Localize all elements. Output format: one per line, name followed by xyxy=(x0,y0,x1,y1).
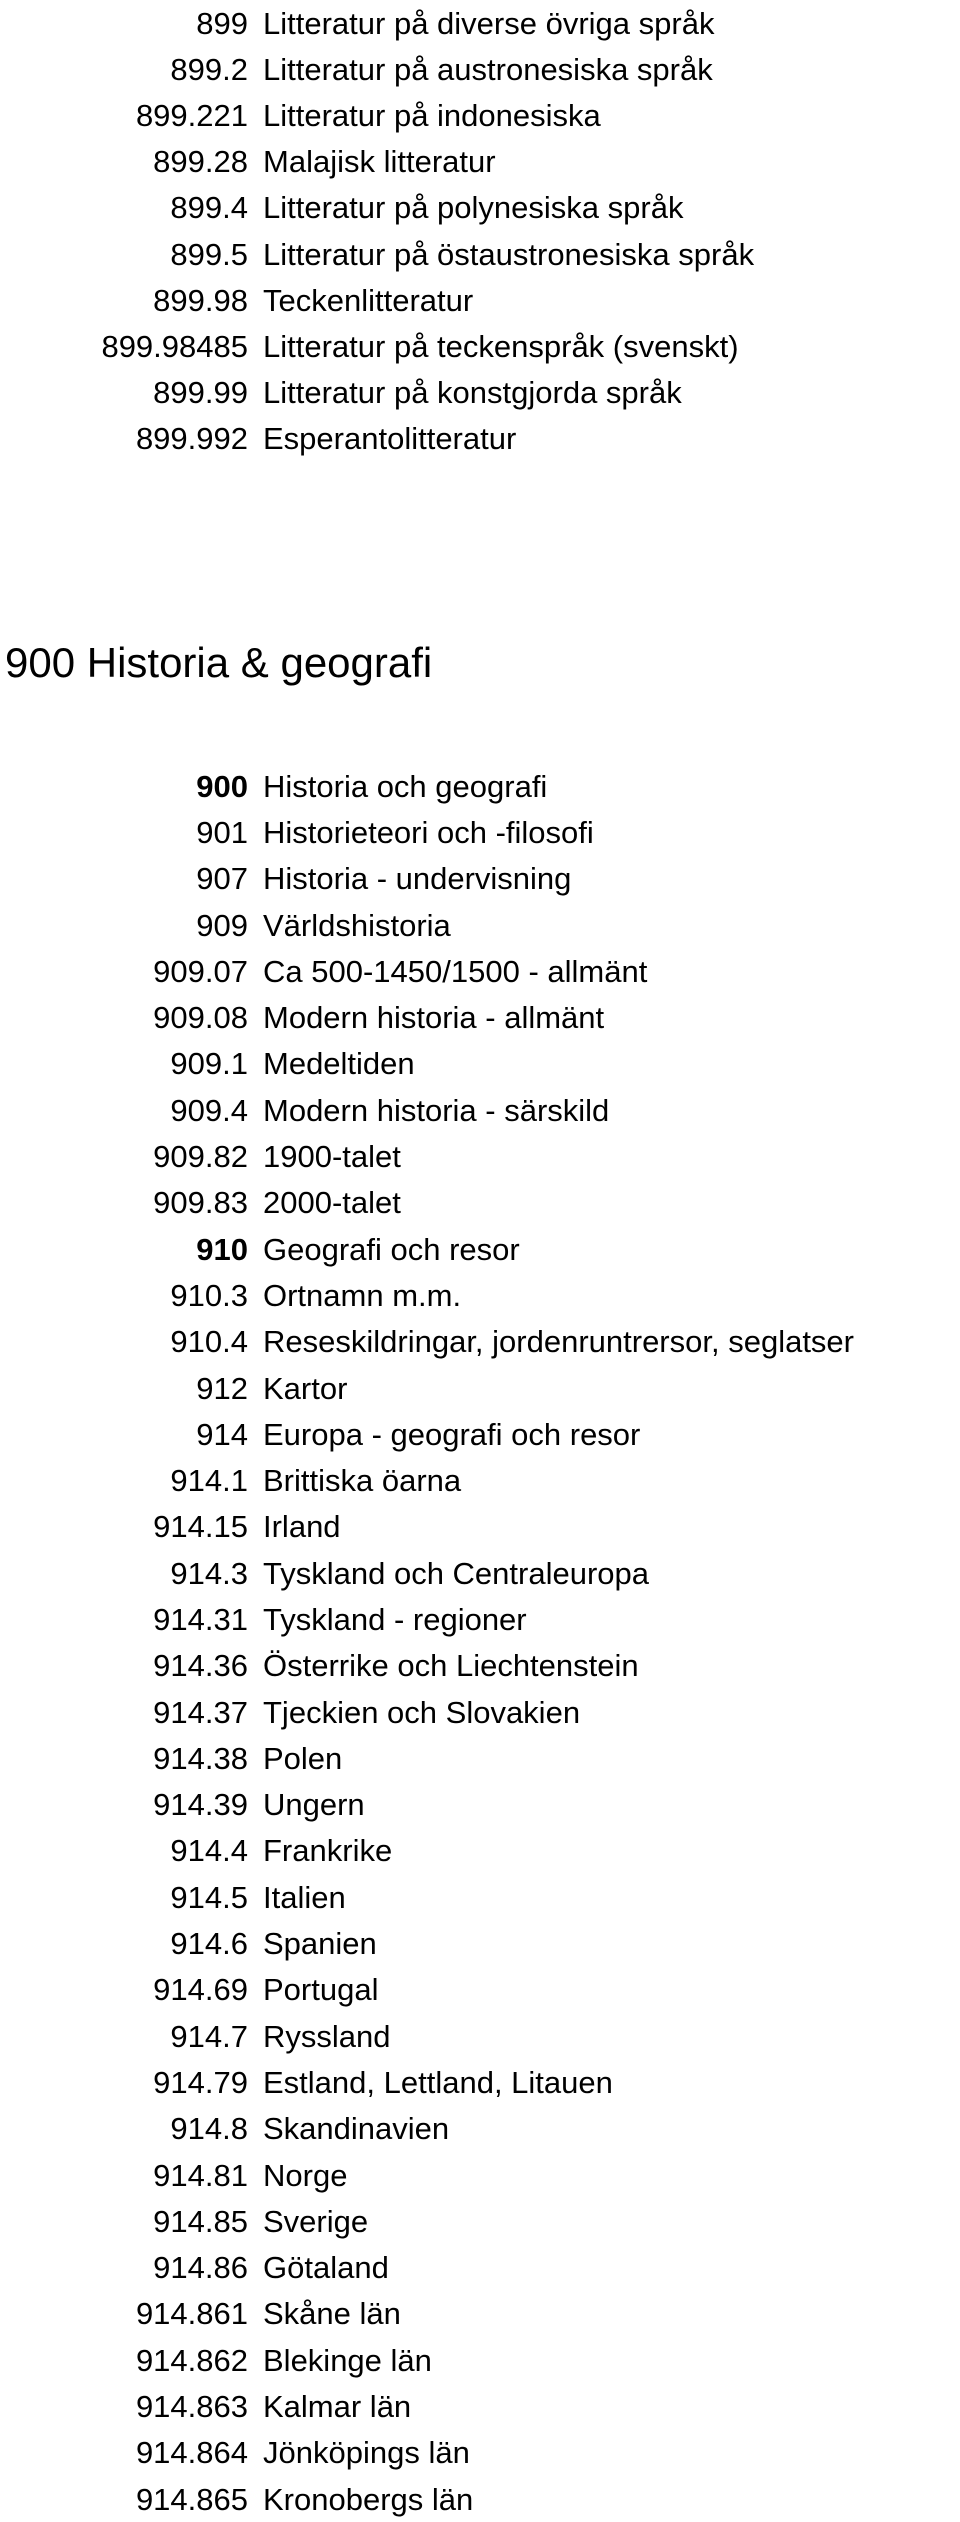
class-code: 914.79 xyxy=(153,2064,248,2100)
class-label: Sverige xyxy=(263,2203,369,2239)
class-label: Italien xyxy=(263,1879,346,1915)
list-item xyxy=(0,1782,960,1828)
class-code: 910.4 xyxy=(170,1324,248,1360)
list-item xyxy=(0,185,960,231)
class-code: 914.862 xyxy=(135,2342,248,2378)
list-item xyxy=(0,809,960,855)
class-code: 914.85 xyxy=(153,2203,248,2239)
class-code: 914.69 xyxy=(153,1972,248,2008)
class-code: 899.98485 xyxy=(101,328,248,364)
class-code: 900 xyxy=(196,768,248,804)
class-label: Portugal xyxy=(263,1972,379,2008)
class-code: 899.28 xyxy=(153,144,248,180)
class-label: Tyskland - regioner xyxy=(263,1601,527,1637)
class-code: 914.863 xyxy=(135,2389,248,2425)
class-code: 914.3 xyxy=(170,1555,248,1591)
list-item xyxy=(0,2245,960,2291)
list-item xyxy=(0,763,960,809)
list-item xyxy=(0,1967,960,2013)
class-label: Teckenlitteratur xyxy=(263,282,474,318)
list-item xyxy=(0,1596,960,1642)
class-label: Tjeckien och Slovakien xyxy=(263,1694,581,1730)
list-item xyxy=(0,0,960,46)
class-label: Kronobergs län xyxy=(263,2481,474,2517)
class-label: Frankrike xyxy=(263,1833,393,1869)
class-code: 912 xyxy=(196,1370,248,1406)
class-code: 914.1 xyxy=(170,1463,248,1499)
list-item xyxy=(0,1133,960,1179)
class-label: Ryssland xyxy=(263,2018,391,2054)
class-label: Ungern xyxy=(263,1787,365,1823)
class-code: 914.38 xyxy=(153,1740,248,1776)
class-code: 909.4 xyxy=(170,1092,248,1128)
class-label: Norge xyxy=(263,2157,348,2193)
class-code: 914.8 xyxy=(170,2111,248,2147)
list-item xyxy=(0,1457,960,1503)
list-item xyxy=(0,2013,960,2059)
list-item xyxy=(0,2383,960,2429)
class-label: Ca 500-1450/1500 - allmänt xyxy=(263,953,648,989)
class-code: 914.865 xyxy=(135,2481,248,2517)
list-item xyxy=(0,2059,960,2105)
class-label: Modern historia - särskild xyxy=(263,1092,610,1128)
list-item xyxy=(0,2430,960,2476)
list-item xyxy=(0,231,960,277)
class-label: Medeltiden xyxy=(263,1046,415,1082)
class-label: 2000-talet xyxy=(263,1185,401,1221)
class-code: 914 xyxy=(196,1416,248,1452)
list-item xyxy=(0,1041,960,1087)
class-label: Litteratur på indonesiska xyxy=(263,97,601,133)
class-code: 909.1 xyxy=(170,1046,248,1082)
class-code: 914.6 xyxy=(170,1926,248,1962)
class-code: 914.864 xyxy=(135,2435,248,2471)
list-item xyxy=(0,1319,960,1365)
class-code: 901 xyxy=(196,814,248,850)
class-label: Brittiska öarna xyxy=(263,1463,462,1499)
list-item xyxy=(0,92,960,138)
class-label: Jönköpings län xyxy=(263,2435,470,2471)
class-code: 899.4 xyxy=(170,190,248,226)
class-code: 899.221 xyxy=(135,97,248,133)
class-label: Blekinge län xyxy=(263,2342,432,2378)
class-code: 909 xyxy=(196,907,248,943)
list-item xyxy=(0,46,960,92)
class-code: 910.3 xyxy=(170,1277,248,1313)
class-label: Europa - geografi och resor xyxy=(263,1416,641,1452)
list-item xyxy=(0,2106,960,2152)
class-label: Litteratur på östaustronesiska språk xyxy=(263,236,755,272)
list-item xyxy=(0,1411,960,1457)
section-heading: 900 Historia & geografi xyxy=(5,639,433,686)
list-item xyxy=(0,856,960,902)
top-classification-list xyxy=(0,0,960,462)
class-label: Polen xyxy=(263,1740,343,1776)
list-item xyxy=(0,1180,960,1226)
class-label: Skandinavien xyxy=(263,2111,450,2147)
history-geography-list xyxy=(0,763,960,2522)
class-code: 909.07 xyxy=(153,953,248,989)
list-item xyxy=(0,1365,960,1411)
class-code: 899 xyxy=(196,5,248,41)
list-item xyxy=(0,1828,960,1874)
class-code: 914.36 xyxy=(153,1648,248,1684)
class-code: 899.99 xyxy=(153,375,248,411)
class-label: Reseskildringar, jordenruntrersor, seglatser xyxy=(263,1324,854,1360)
class-code: 909.83 xyxy=(153,1185,248,1221)
list-item xyxy=(0,2152,960,2198)
class-label: Litteratur på polynesiska språk xyxy=(263,190,684,226)
class-code: 899.2 xyxy=(170,51,248,87)
list-item xyxy=(0,994,960,1040)
class-code: 907 xyxy=(196,861,248,897)
class-code: 910 xyxy=(196,1231,248,1267)
class-label: Irland xyxy=(263,1509,341,1545)
class-label: Estland, Lettland, Litauen xyxy=(263,2064,613,2100)
class-code: 909.82 xyxy=(153,1139,248,1175)
list-item xyxy=(0,1735,960,1781)
list-item xyxy=(0,1689,960,1735)
class-label: Skåne län xyxy=(263,2296,401,2332)
class-label: Malajisk litteratur xyxy=(263,144,496,180)
list-item xyxy=(0,1643,960,1689)
class-code: 909.08 xyxy=(153,1000,248,1036)
class-label: Tyskland och Centraleuropa xyxy=(263,1555,650,1591)
class-label: Litteratur på austronesiska språk xyxy=(263,51,713,87)
class-code: 899.98 xyxy=(153,282,248,318)
class-label: Historia och geografi xyxy=(263,768,548,804)
class-label: Historia - undervisning xyxy=(263,861,572,897)
class-code: 914.81 xyxy=(153,2157,248,2193)
class-label: Litteratur på diverse övriga språk xyxy=(263,5,715,41)
class-label: Litteratur på teckenspråk (svenskt) xyxy=(263,328,739,364)
class-code: 914.861 xyxy=(135,2296,248,2332)
class-code: 914.5 xyxy=(170,1879,248,1915)
list-item xyxy=(0,1920,960,1966)
class-code: 914.86 xyxy=(153,2250,248,2286)
class-code: 914.4 xyxy=(170,1833,248,1869)
list-item xyxy=(0,1874,960,1920)
class-code: 899.992 xyxy=(135,421,248,457)
list-item xyxy=(0,948,960,994)
list-item xyxy=(0,139,960,185)
list-item xyxy=(0,1226,960,1272)
list-item xyxy=(0,1272,960,1318)
list-item xyxy=(0,323,960,369)
class-label: Geografi och resor xyxy=(263,1231,520,1267)
class-label: 1900-talet xyxy=(263,1139,401,1175)
class-label: Österrike och Liechtenstein xyxy=(263,1648,639,1684)
list-item xyxy=(0,2476,960,2522)
list-item xyxy=(0,1550,960,1596)
list-item xyxy=(0,1087,960,1133)
class-label: Kartor xyxy=(263,1370,348,1406)
list-item xyxy=(0,2337,960,2383)
list-item xyxy=(0,277,960,323)
class-code: 914.39 xyxy=(153,1787,248,1823)
class-label: Kalmar län xyxy=(263,2389,412,2425)
class-code: 899.5 xyxy=(170,236,248,272)
list-item xyxy=(0,2198,960,2244)
list-item xyxy=(0,1504,960,1550)
class-code: 914.31 xyxy=(153,1601,248,1637)
class-code: 914.37 xyxy=(153,1694,248,1730)
class-code: 914.7 xyxy=(170,2018,248,2054)
class-label: Spanien xyxy=(263,1926,377,1962)
list-item xyxy=(0,416,960,462)
class-label: Götaland xyxy=(263,2250,389,2286)
list-item xyxy=(0,370,960,416)
class-label: Modern historia - allmänt xyxy=(263,1000,605,1036)
class-label: Ortnamn m.m. xyxy=(263,1277,462,1313)
class-label: Litteratur på konstgjorda språk xyxy=(263,375,682,411)
class-label: Historieteori och -filosofi xyxy=(263,814,594,850)
class-label: Esperantolitteratur xyxy=(263,421,517,457)
class-label: Världshistoria xyxy=(263,907,451,943)
class-code: 914.15 xyxy=(153,1509,248,1545)
list-item xyxy=(0,2291,960,2337)
list-item xyxy=(0,902,960,948)
